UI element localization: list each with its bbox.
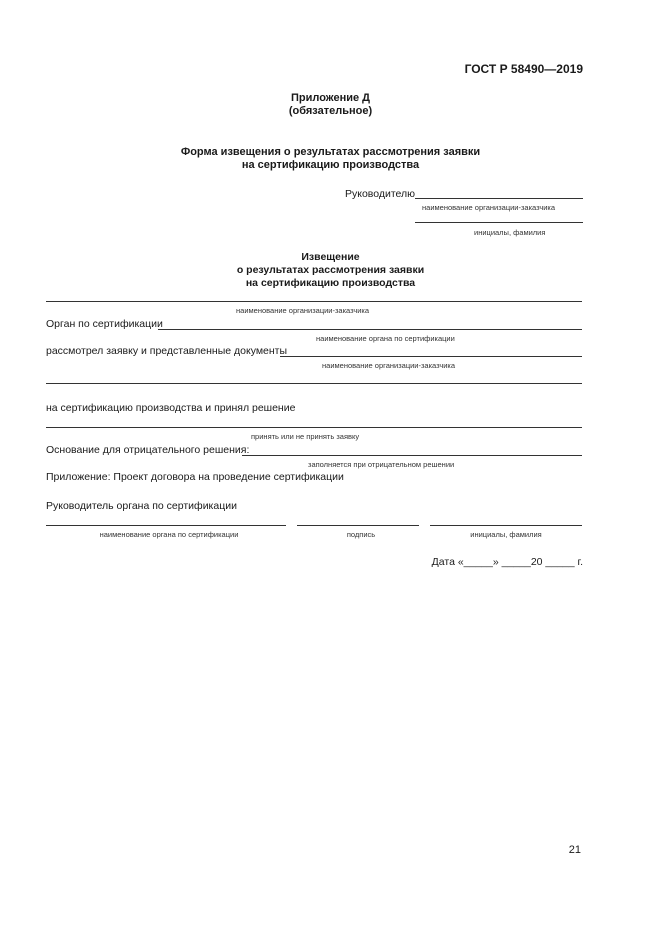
reviewed-org-caption: наименование организации-заказчика bbox=[322, 361, 456, 370]
cert-body-label: Орган по сертификации bbox=[46, 318, 163, 330]
form-title-line1: Форма извещения о результатах рассмотрения заявки bbox=[180, 146, 481, 158]
decision-label: на сертификацию производства и принял решение bbox=[46, 402, 296, 414]
customer-org-caption: наименование организации-заказчика bbox=[236, 306, 370, 315]
standard-number: ГОСТ Р 58490—2019 bbox=[464, 62, 583, 76]
signature-body-line[interactable] bbox=[46, 525, 286, 526]
form-title-line2: на сертификацию производства bbox=[241, 159, 420, 171]
signature-sign-caption: подпись bbox=[346, 530, 376, 539]
date-field[interactable]: Дата «_____» _____20 _____ г. bbox=[431, 556, 583, 568]
addressee-label: Руководителю bbox=[345, 188, 416, 200]
decision-line[interactable] bbox=[46, 427, 582, 428]
appendix-heading bbox=[0, 92, 661, 118]
grounds-label: Основание для отрицательного решения: bbox=[46, 444, 250, 456]
addressee-name-caption: инициалы, фамилия bbox=[474, 228, 546, 237]
notice-title-line2: о результатах рассмотрения заявки bbox=[236, 264, 425, 276]
grounds-caption: заполняется при отрицательном решении bbox=[308, 460, 455, 469]
attachment-text: Приложение: Проект договора на проведение сертификации bbox=[46, 471, 344, 483]
form-title bbox=[0, 146, 661, 172]
addressee-org-line[interactable] bbox=[415, 198, 583, 199]
notice-title-line1: Извещение bbox=[301, 251, 360, 263]
page-number: 21 bbox=[568, 844, 581, 856]
signature-label: Руководитель органа по сертификации bbox=[46, 500, 237, 512]
signature-sign-line[interactable] bbox=[297, 525, 419, 526]
signature-body-caption: наименование органа по сертификации bbox=[99, 530, 239, 539]
signature-name-caption: инициалы, фамилия bbox=[470, 530, 542, 539]
signature-name-line[interactable] bbox=[430, 525, 582, 526]
notice-title bbox=[0, 251, 661, 290]
decision-caption: принять или не принять заявку bbox=[251, 432, 360, 441]
reviewed-label: рассмотрел заявку и представленные документы bbox=[46, 345, 288, 357]
customer-org-line[interactable] bbox=[46, 301, 582, 302]
notice-title-line3: на сертификацию производства bbox=[245, 277, 416, 289]
reviewed-org-line-2[interactable] bbox=[46, 383, 582, 384]
grounds-line[interactable] bbox=[242, 455, 582, 456]
reviewed-org-line[interactable] bbox=[280, 356, 582, 357]
cert-body-line[interactable] bbox=[158, 329, 582, 330]
appendix-status: (обязательное) bbox=[288, 105, 373, 117]
addressee-org-caption: наименование организации-заказчика bbox=[422, 203, 556, 212]
appendix-title: Приложение Д bbox=[291, 92, 370, 104]
cert-body-caption: наименование органа по сертификации bbox=[316, 334, 455, 343]
addressee-name-line[interactable] bbox=[415, 222, 583, 223]
